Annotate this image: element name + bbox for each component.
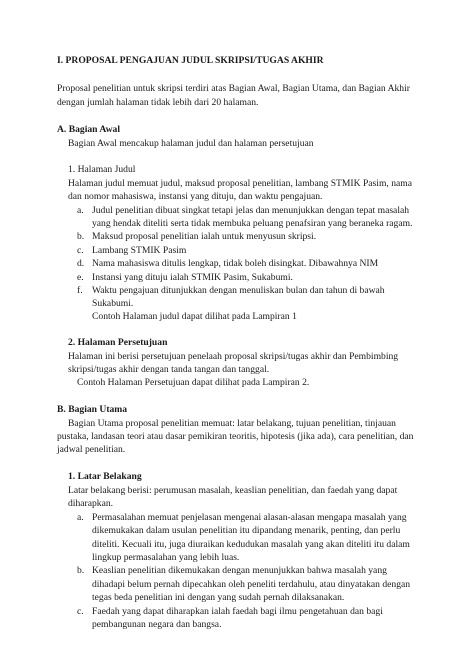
list-item: Permasalahan memuat penjelasan mengenai alasan-alasan mengapa masalah yang xyxy=(92,512,407,523)
list-item: dihadapi belum pernah dipecahkan oleh peneliti terdahulu, atau dinyatakan dengan xyxy=(92,579,411,590)
section-b-title: B. Bagian Utama xyxy=(57,404,128,415)
list-item: Sukabumi. xyxy=(92,298,134,309)
list-item: yang hendak diteliti serta tidak membuka peluang penafsiran yang beraneka ragam. xyxy=(92,218,413,229)
list-label: d. xyxy=(77,258,85,269)
list-item: Waktu pengajuan ditunjukkan dengan menuliskan bulan dan tahun di bawah xyxy=(92,285,385,296)
list-label: f. xyxy=(77,285,83,296)
list-item: tegas beda penelitian ini dengan yang sudah pernah dilaksanakan. xyxy=(92,592,345,603)
list-item: Instansi yang dituju ialah STMIK Pasim, Sukabumi. xyxy=(92,272,293,283)
intro-line-1: Proposal penelitian untuk skripsi terdiri atas Bagian Awal, Bagian Utama, dan Bagian Akhir xyxy=(57,83,410,94)
section-a-sub1-title: 1. Halaman Judul xyxy=(68,164,136,175)
section-b-sub1-title: 1. Latar Belakang xyxy=(68,471,142,482)
section-b-line-3: jadwal penelitian. xyxy=(57,444,126,455)
list-label: b. xyxy=(77,565,85,576)
list-item: Faedah yang dapat diharapkan ialah faedah bagi ilmu pengetahuan dan bagi xyxy=(92,606,383,617)
list-label: e. xyxy=(77,272,84,283)
list-label: b. xyxy=(77,231,85,242)
list-item: diteliti. Kecuali itu, juga diuraikan kedudukan masalah yang akan diteliti itu dalam xyxy=(92,539,410,550)
list-item: pembangunan negara dan bangsa. xyxy=(92,619,222,630)
list-item: Maksud proposal penelitian ialah untuk menyusun skripsi. xyxy=(92,231,317,242)
section-b-line-1: Bagian Utama proposal penelitian memuat: latar belakang, tujuan penelitian, tinjauan xyxy=(68,418,396,429)
section-a-desc: Bagian Awal mencakup halaman judul dan halaman persetujuan xyxy=(68,138,314,149)
list-label: c. xyxy=(77,245,84,256)
list-label: a. xyxy=(77,205,84,216)
section-b-sub1-line-1: Latar belakang berisi: perumusan masalah, keaslian penelitian, dan faedah yang dapat xyxy=(68,485,398,496)
list-item: lingkup permasalahan yang lebih luas. xyxy=(92,552,240,563)
list-label: c. xyxy=(77,606,84,617)
section-a-sub1-note: Contoh Halaman judul dapat dilihat pada Lampiran 1 xyxy=(92,311,297,322)
list-item: Keaslian penelitian dikemukakan dengan menunjukkan bahwa masalah yang xyxy=(92,565,387,576)
section-a-sub2-line-1: Halaman ini berisi persetujuan penelaah proposal skripsi/tugas akhir dan Pembimbing xyxy=(68,351,399,362)
section-a-sub1-line-2: dan nomor mahasiswa, instansi yang dituju, dan waktu pengajuan. xyxy=(68,191,323,202)
list-item: Judul penelitian dibuat singkat tetapi jelas dan menunjukkan dengan tepat masalah xyxy=(92,205,410,216)
section-a-sub2-line-2: skripsi/tugas akhir dengan tanda tangan dan tanggal. xyxy=(68,364,270,375)
section-a-title: A. Bagian Awal xyxy=(57,124,120,135)
section-a-sub2-title: 2. Halaman Persetujuan xyxy=(68,337,168,348)
list-item: Lambang STMIK Pasim xyxy=(92,245,187,256)
section-a-sub2-note: Contoh Halaman Persetujuan dapat dilihat pada Lampiran 2. xyxy=(77,377,310,388)
page-heading: I. PROPOSAL PENGAJUAN JUDUL SKRIPSI/TUGAS AKHIR xyxy=(57,55,324,66)
section-a-sub1-line-1: Halaman judul memuat judul, maksud proposal penelitian, lambang STMIK Pasim, nama xyxy=(68,178,412,189)
section-b-sub1-line-2: diharapkan. xyxy=(68,498,114,509)
list-label: a. xyxy=(77,512,84,523)
section-b-line-2: pustaka, landasan teori atau dasar pemikiran teoritis, hipotesis (jika ada), cara penelitian, dan xyxy=(57,431,414,442)
intro-line-2: dengan jumlah halaman tidak lebih dari 20 halaman. xyxy=(57,97,259,108)
list-item: Nama mahasiswa ditulis lengkap, tidak boleh disingkat. Dibawahnya NIM xyxy=(92,258,379,269)
list-item: dikemukakan dalam usulan penelitian itu dipandang menarik, penting, dan perlu xyxy=(92,525,401,536)
